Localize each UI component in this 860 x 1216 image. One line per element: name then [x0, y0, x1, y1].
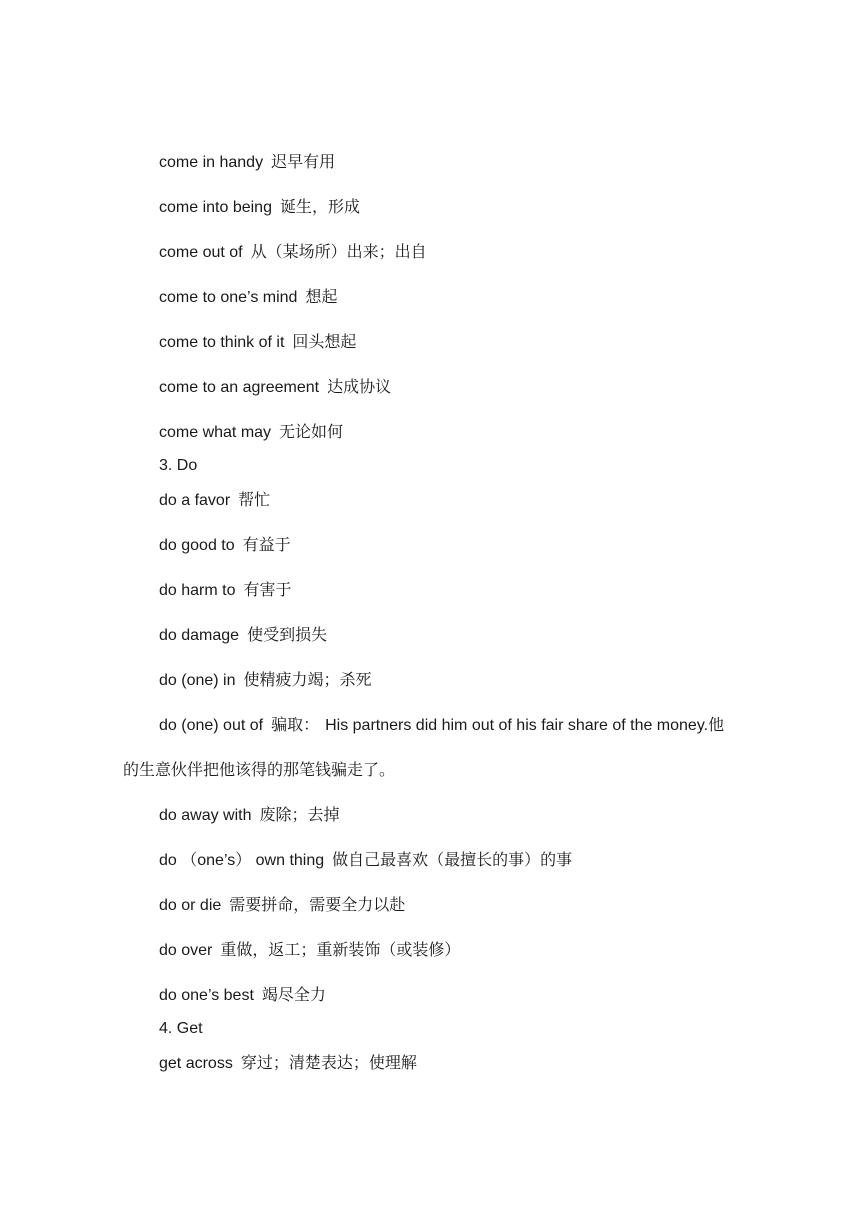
phrase-zh: 竭尽全力	[261, 985, 326, 1004]
phrase-en: do damage	[159, 627, 240, 644]
phrase-zh: 使受到损失	[247, 625, 328, 644]
phrase-zh: 重做，返工；重新装饰（或装修）	[220, 940, 461, 959]
phrase-entry	[159, 287, 337, 308]
phrase-entry	[159, 152, 335, 173]
phrase-entry	[159, 377, 391, 398]
phrase-en: do (one) out of	[159, 717, 264, 734]
phrase-en: come into being	[159, 199, 272, 216]
phrase-zh: 做自己最喜欢（最擅长的事）的事	[332, 850, 573, 869]
phrase-en: do harm to	[159, 582, 236, 599]
phrase-zh: 帮忙	[238, 490, 271, 509]
phrase-en: do one’s best	[159, 987, 254, 1004]
phrase-entry	[159, 422, 343, 443]
phrase-entry	[159, 1053, 417, 1074]
phrase-example: His partners did him out of his fair share of the money.他	[325, 717, 725, 734]
phrase-en: do a favor	[159, 492, 231, 509]
phrase-en: do away with	[159, 807, 252, 824]
phrase-zh: 迟早有用	[271, 152, 336, 171]
phrase-zh: 无论如何	[279, 422, 344, 441]
phrase-en: come out of	[159, 244, 243, 261]
phrase-zh: 想起	[305, 287, 338, 306]
phrase-zh: 回头想起	[292, 332, 357, 351]
phrase-zh: 穿过；清楚表达；使理解	[240, 1053, 417, 1072]
phrase-entry	[159, 895, 405, 916]
section-heading-do: 3. Do	[159, 457, 198, 474]
phrase-zh: 有害于	[243, 580, 292, 599]
phrase-en: do (one) in	[159, 672, 236, 689]
phrase-en: come what may	[159, 424, 272, 441]
phrase-en: come to one’s mind	[159, 289, 298, 306]
phrase-entry	[159, 985, 326, 1006]
phrase-en: do （one’s） own thing	[159, 852, 325, 869]
phrase-entry	[159, 940, 460, 961]
phrase-zh: 从（某场所）出来；出自	[250, 242, 427, 261]
phrase-entry	[159, 490, 270, 511]
phrase-zh: 骗取：	[271, 715, 320, 734]
phrase-zh: 有益于	[242, 535, 291, 554]
phrase-en: do or die	[159, 897, 222, 914]
phrase-en: do over	[159, 942, 213, 959]
phrase-entry	[159, 715, 724, 736]
phrase-entry	[159, 535, 291, 556]
phrase-entry	[159, 197, 360, 218]
phrase-entry	[159, 625, 327, 646]
phrase-entry	[159, 850, 572, 871]
phrase-entry	[159, 805, 340, 826]
phrase-entry	[159, 580, 292, 601]
phrase-example-continuation: 的生意伙伴把他该得的那笔钱骗走了。	[123, 760, 396, 779]
section-heading-get: 4. Get	[159, 1020, 203, 1037]
phrase-zh: 达成协议	[327, 377, 392, 396]
phrase-en: get across	[159, 1055, 233, 1072]
phrase-zh: 需要拼命，需要全力以赴	[229, 895, 406, 914]
phrase-en: come to think of it	[159, 334, 285, 351]
phrase-zh: 诞生，形成	[279, 197, 360, 216]
phrase-en: do good to	[159, 537, 235, 554]
phrase-entry	[159, 670, 372, 691]
phrase-zh: 废除；去掉	[259, 805, 340, 824]
phrase-zh: 使精疲力竭；杀死	[243, 670, 372, 689]
phrase-en: come to an agreement	[159, 379, 320, 396]
phrase-entry	[159, 242, 427, 263]
phrase-entry	[159, 332, 356, 353]
phrase-en: come in handy	[159, 154, 264, 171]
